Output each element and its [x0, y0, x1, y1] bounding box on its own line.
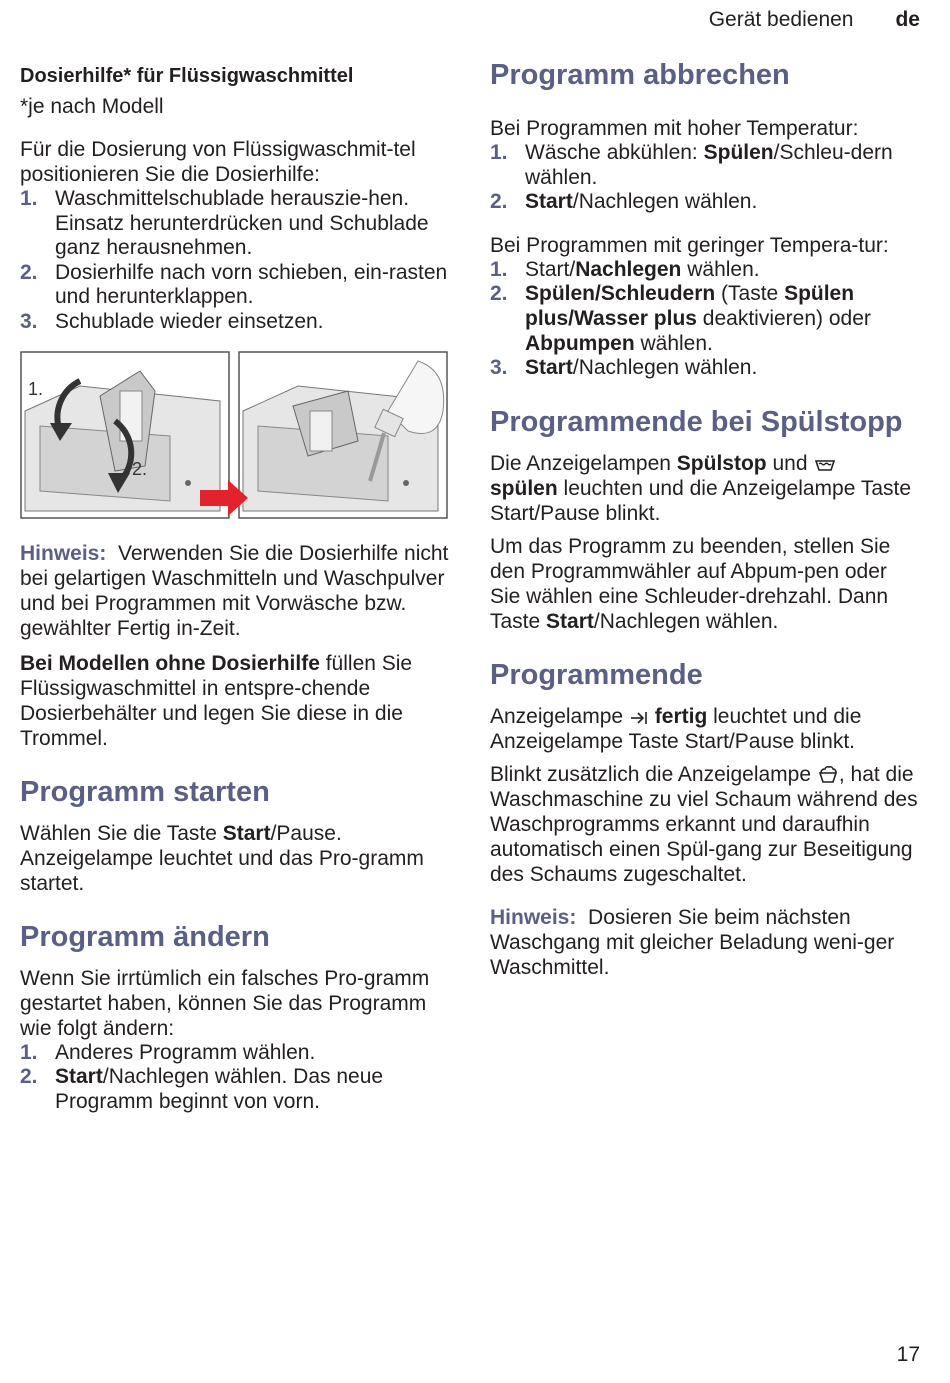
section-heading-starten: Programm starten	[20, 775, 270, 808]
programmende-paragraph	[490, 704, 920, 754]
dosierhilfe-intro: Für die Dosierung von Flüssigwaschmit-tel positionieren Sie die Dosierhilfe:	[20, 138, 416, 186]
bold-text: Spülen	[703, 141, 774, 164]
text: /Pause. Anzeigelampe leuchtet und das Pro-gramm startet.	[20, 821, 424, 895]
list-item	[490, 258, 920, 283]
text: /Nachlegen wählen. Das neue Programm beginnt von vorn.	[55, 1065, 384, 1113]
list-item	[20, 1065, 450, 1114]
bold-text: Nachlegen	[575, 257, 682, 281]
figure-label-1: 1.	[28, 378, 44, 399]
bold-text: /	[568, 306, 575, 330]
models-paragraph	[20, 651, 450, 751]
arrow-to-bar-icon	[629, 710, 649, 726]
text: wählen.	[634, 331, 713, 355]
text: , hat die Waschmaschine zu viel Schaum während des Waschprogramms erkannt und daraufhin automatisch einen Spül-gang zur Beseitigung des Schaums zugeschaltet.	[490, 762, 918, 886]
text: Die Anzeigelampen	[490, 451, 677, 475]
step-number: 2.	[20, 1065, 38, 1089]
text: /Schleu-dern wählen.	[525, 141, 893, 189]
step-text: Anderes Programm wählen.	[55, 1040, 316, 1064]
drawer-illustration-1	[20, 351, 230, 519]
text: Wählen Sie die Taste	[20, 821, 223, 845]
step-number: 2.	[20, 260, 38, 284]
step-text	[525, 282, 920, 356]
text: /Nachlegen wählen.	[572, 356, 758, 380]
header-section: Gerät bedienen	[708, 8, 854, 31]
step-text	[525, 141, 920, 190]
low-temp-intro: Bei Programmen mit geringer Tempera-tur:	[490, 233, 889, 257]
rinse-basin-icon	[813, 455, 837, 473]
step-text: Waschmittelschublade herauszie-hen. Einsatz herunterdrücken und Schublade ganz herausnehmen.	[55, 187, 429, 260]
programmende-note	[490, 905, 920, 980]
high-temp-intro: Bei Programmen mit hoher Temperatur:	[490, 117, 859, 140]
aendern-steps	[20, 1041, 450, 1115]
step-number: 3.	[20, 309, 38, 333]
section-heading-spuelstopp: Programmende bei Spülstopp	[490, 405, 903, 438]
right-column	[490, 58, 920, 980]
note-text: Dosieren Sie beim nächsten Waschgang mit gleicher Beladung weni-ger Waschmittel.	[490, 905, 895, 979]
section-heading-abbrechen: Programm abbrechen	[490, 59, 790, 91]
page-number: 17	[896, 1343, 920, 1366]
text: wählen.	[681, 257, 760, 281]
step-text	[525, 258, 920, 283]
step-text: Dosierhilfe nach vorn schieben, ein-rasten und herunterklappen.	[55, 260, 448, 309]
step-text: Schublade wieder einsetzen.	[55, 309, 324, 333]
footnote: *je nach Modell	[20, 95, 164, 118]
dosierhilfe-note	[20, 541, 450, 641]
step-number: 2.	[490, 190, 508, 214]
step-number: 1.	[490, 257, 508, 281]
section-heading-programmende: Programmende	[490, 658, 703, 691]
text: /Nachlegen wählen.	[593, 609, 779, 633]
figure-label-2: 2.	[132, 458, 148, 479]
text: Wäsche abkühlen:	[525, 141, 704, 164]
text: Anzeigelampe	[490, 704, 629, 728]
aendern-intro: Wenn Sie irrtümlich ein falsches Pro-gramm gestartet haben, können Sie das Programm wie folgt ändern:	[20, 966, 430, 1040]
bold-text: Start	[546, 609, 594, 633]
text: leuchtet und die Anzeigelampe Taste Start/Pause blinkt.	[490, 704, 862, 753]
page-header	[709, 8, 920, 32]
bold-text: Wasser plus	[574, 306, 697, 330]
low-temp-steps	[490, 258, 920, 381]
step-text	[55, 1065, 450, 1114]
models-text: füllen Sie Flüssigwaschmittel in entspre-chende Dosierbehälter und legen Sie diese in die Trommel.	[20, 651, 413, 750]
foam-icon	[817, 764, 839, 784]
starten-paragraph	[20, 821, 450, 896]
step-number: 2.	[490, 282, 508, 306]
bold-text: Spülen plus	[525, 282, 855, 330]
spuelstopp-paragraph	[490, 451, 920, 526]
bold-text: Start	[525, 190, 573, 214]
left-column	[20, 58, 450, 1114]
list-item	[490, 190, 920, 215]
list-item	[20, 310, 450, 335]
bold-text: fertig	[654, 704, 708, 728]
list-item	[490, 282, 920, 356]
dosierhilfe-heading: Dosierhilfe* für Flüssigwaschmittel	[20, 65, 354, 87]
list-item	[490, 356, 920, 381]
spuelstopp-paragraph-2	[490, 534, 920, 634]
bold-text: Abpumpen	[525, 331, 635, 355]
bold-text: Spülstop	[676, 451, 767, 475]
step-number: 1.	[20, 1040, 38, 1064]
note-text: Verwenden Sie die Dosierhilfe nicht bei gelartigen Waschmitteln und Waschpulver und bei Programmen mit Vorwäsche bzw. gewählter Fertig in-Zeit.	[20, 541, 449, 640]
bold-text: Start	[55, 1065, 103, 1089]
bold-text: Spülen/Schleudern	[525, 282, 716, 306]
text: leuchten und die Anzeigelampe Taste Start/Pause blinkt.	[490, 476, 912, 525]
list-item	[20, 187, 450, 261]
list-item	[20, 1041, 450, 1066]
foam-paragraph	[490, 762, 920, 887]
note-label: Hinweis:	[490, 905, 577, 929]
arrow-right-icon	[200, 478, 248, 518]
dosierhilfe-illustration	[20, 351, 450, 519]
drawer-illustration-2	[238, 351, 448, 519]
section-heading-aendern: Programm ändern	[20, 920, 270, 953]
bold-text: Start	[222, 821, 271, 845]
text: /Nachlegen wählen.	[572, 190, 758, 214]
note-label: Hinweis:	[20, 541, 107, 565]
text: (Taste	[715, 282, 785, 306]
step-text	[525, 190, 920, 215]
list-item	[490, 141, 920, 190]
step-number: 1.	[20, 187, 38, 210]
header-language: de	[895, 8, 920, 31]
text: Blinkt zusätzlich die Anzeigelampe	[490, 762, 817, 786]
text: und	[766, 451, 814, 475]
step-number: 3.	[490, 356, 508, 380]
step-text	[525, 356, 920, 381]
text: Um das Programm zu beenden, stellen Sie den Programmwähler auf Abpum-pen oder Sie wählen eine Schleuder-drehzahl. Dann Taste	[490, 534, 891, 633]
models-bold: Bei Modellen ohne Dosierhilfe	[20, 651, 320, 675]
bold-text: spülen	[490, 476, 558, 500]
list-item	[20, 261, 450, 310]
dosierhilfe-steps	[20, 187, 450, 335]
text: Start/	[525, 257, 576, 281]
bold-text: Start	[525, 356, 573, 380]
step-number: 1.	[490, 141, 508, 164]
high-temp-steps	[490, 141, 920, 215]
text: deaktivieren) oder	[696, 306, 871, 330]
